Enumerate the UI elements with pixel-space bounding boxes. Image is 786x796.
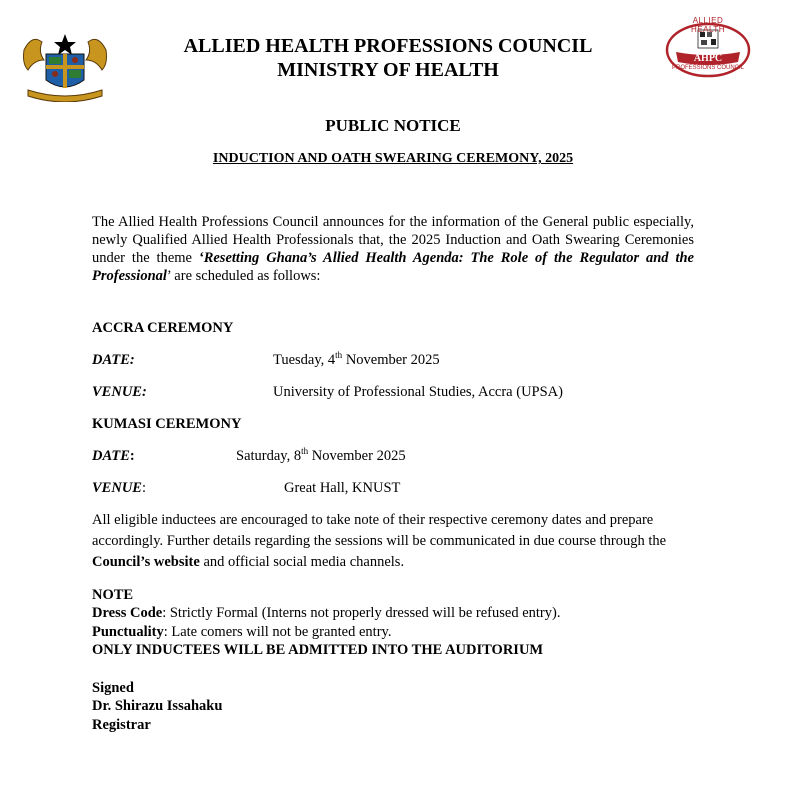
admission-warning: ONLY INDUCTEES WILL BE ADMITTED INTO THE AUDITORIUM (92, 642, 544, 658)
logo-bottom-text: PROFESSIONS COUNCIL (672, 65, 745, 71)
signatory-title: Registrar (92, 717, 151, 733)
ministry-name: MINISTRY OF HEALTH (277, 59, 499, 81)
accra-date-label: DATE: (92, 352, 135, 368)
kumasi-venue-label-wrap: VENUE: (92, 480, 146, 496)
intro-paragraph (92, 213, 694, 285)
kumasi-venue-label: VENUE (92, 480, 142, 496)
intro-text: The Allied Health Professions Council announces for the information of the General public especially, newly Qualified Allied Health Professionals that, the 2025 Induction and Oath Swearing Ceremonies under the theme (92, 214, 694, 266)
accra-heading: ACCRA CEREMONY (92, 320, 234, 336)
accra-venue-label: VENUE: (92, 384, 147, 400)
kumasi-venue: Great Hall, KNUST (284, 480, 401, 496)
signatory-name: Dr. Shirazu Issahaku (92, 698, 223, 714)
punctuality-line: Punctuality: Late comers will not be granted entry. (92, 624, 392, 640)
kumasi-heading: KUMASI CEREMONY (92, 416, 242, 432)
logo-arc-text: ALLIED HEALTH (691, 16, 725, 34)
intro-theme: ‘Resetting Ghana’s Allied Health Agenda: The Role of the Regulator and the Professional (92, 250, 694, 284)
accra-venue: University of Professional Studies, Accra (UPSA) (273, 384, 563, 400)
signed-label: Signed (92, 680, 134, 696)
notice-subtitle (93, 150, 693, 168)
kumasi-date-label: DATE (92, 448, 130, 464)
council-name: ALLIED HEALTH PROFESSIONS COUNCIL (183, 35, 593, 57)
intro-text-after: ’ are scheduled as follows: (166, 268, 321, 284)
notice-subtitle-text: INDUCTION AND OATH SWEARING CEREMONY, 2025 (212, 151, 574, 166)
council-website-text: Council’s website (92, 554, 200, 570)
note-heading: NOTE (92, 587, 134, 603)
accra-date: Tuesday, 4th November 2025 (273, 350, 440, 368)
kumasi-date-label-wrap: DATE: (92, 448, 135, 464)
ghana-coat-of-arms-icon (18, 30, 112, 102)
kumasi-date: Saturday, 8th November 2025 (236, 446, 406, 464)
logo-abbr: AHPC (693, 53, 723, 64)
dress-code-line: Dress Code: Strictly Formal (Interns not properly dressed will be refused entry). (92, 605, 561, 621)
closing-paragraph: All eligible inductees are encouraged to take note of their respective ceremony dates and prepare accordingly. Further details regarding the sessions will be communicated in due course through the Council’s website and official social media channels. (92, 512, 667, 570)
notice-title: PUBLIC NOTICE (325, 116, 461, 135)
